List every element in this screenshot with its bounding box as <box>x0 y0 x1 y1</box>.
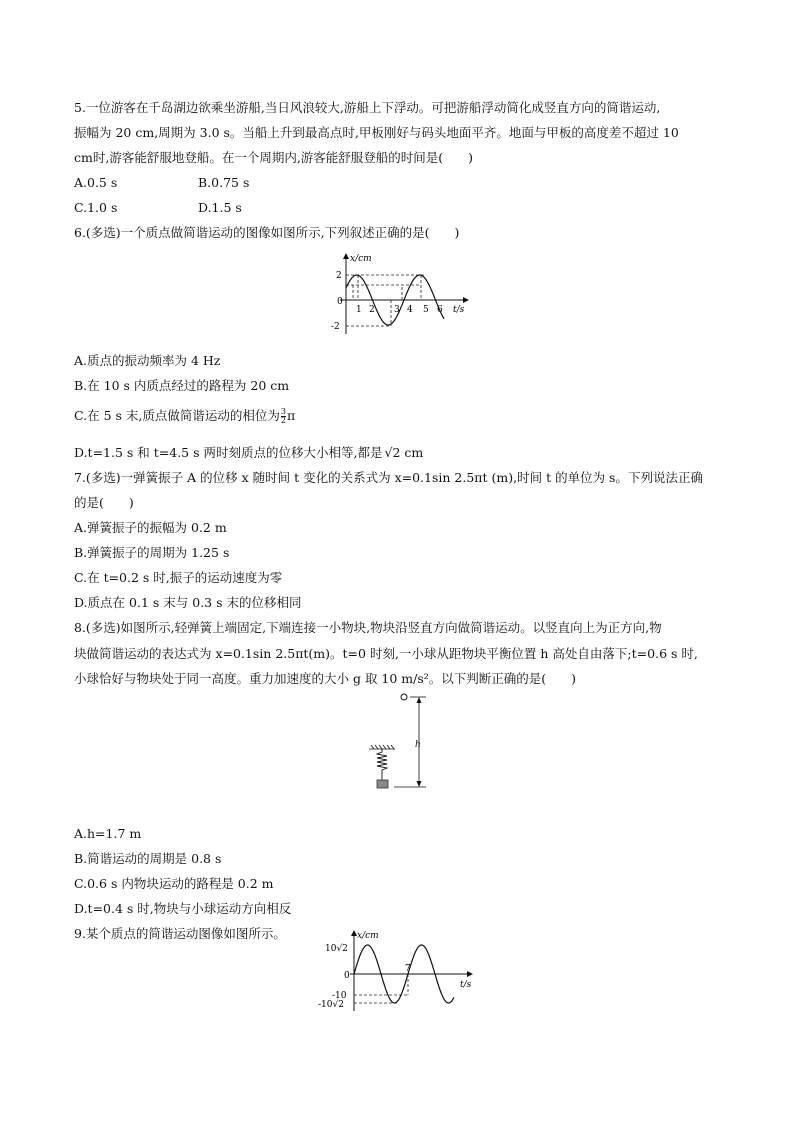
q6-y-tick-0: 0 <box>337 297 343 307</box>
ceiling-support <box>369 745 395 749</box>
q5-line-2: 振幅为 20 cm,周期为 3.0 s。当船上升到最高点时,甲板刚好与码头地面平齐。地面与甲板的高度差不超过 10 <box>74 125 679 140</box>
q9-stem: 9.某个质点的简谐运动图像如图所示。 <box>74 926 286 941</box>
q6-y-axis-label: x/cm <box>350 254 372 264</box>
q6-x-tick-6: 6 <box>437 305 443 315</box>
q7-line-1: 7.(多选)一弹簧振子 A 的位移 x 随时间 t 变化的关系式为 x=0.1sin 2.5πt (m),时间 t 的单位为 s。下列说法正确 <box>74 470 703 485</box>
h-arrowhead-down <box>417 781 422 787</box>
q8-option-a: A.h=1.7 m <box>74 826 142 841</box>
q6-x-tick-2: 2 <box>369 305 375 315</box>
q9-y-tick-10root2: 10√2 <box>325 944 348 954</box>
q6-option-d <box>74 444 423 462</box>
q6-option-d-unit: cm <box>400 445 424 460</box>
h-arrowhead-up <box>417 697 422 703</box>
q6-x-tick-1: 1 <box>356 305 362 315</box>
q6-y-tick-neg2: -2 <box>331 322 340 332</box>
block <box>377 780 388 788</box>
q8-option-c: C.0.6 s 内物块运动的路程是 0.2 m <box>74 876 274 891</box>
q6-fraction-numerator: 3 <box>280 407 286 416</box>
q6-x-tick-4: 4 <box>407 305 413 315</box>
q5-line-1: 5.一位游客在千岛湖边欲乘坐游船,当日风浪较大,游船上下浮动。可把游船浮动简化成竖直方向的简谐运动, <box>74 100 661 115</box>
q8-option-d: D.t=0.4 s 时,物块与小球运动方向相反 <box>74 901 292 916</box>
q9-y-tick-0: 0 <box>344 971 350 981</box>
q6-x-axis-label: t/s <box>453 305 465 315</box>
q6-option-d-text: D.t=1.5 s 和 t=4.5 s 两时刻质点的位移大小相等,都是 <box>74 445 383 460</box>
q7-option-d: D.质点在 0.1 s 末与 0.3 s 末的位移相同 <box>74 595 302 610</box>
q9-x-axis-label: t/s <box>460 980 472 990</box>
q6-option-c-fraction <box>281 408 286 425</box>
q5-option-c: C.1.0 s <box>74 200 118 215</box>
q6-x-tick-5: 5 <box>423 305 429 315</box>
q6-fraction-denominator: 2 <box>280 416 286 425</box>
spring <box>377 749 387 780</box>
q9-y-tick-neg10: -10 <box>332 991 347 1001</box>
q8-line-1: 8.(多选)如图所示,轻弹簧上端固定,下端连接一小物块,物块沿竖直方向做简谐运动。以竖直向上为正方向,物 <box>74 620 662 635</box>
q8-spring-figure <box>364 690 434 792</box>
q6-y-tick-2: 2 <box>336 271 342 281</box>
q6-x-tick-3: 3 <box>394 305 400 315</box>
q6-option-c <box>74 407 295 425</box>
q6-option-d-radical: √2 <box>384 445 401 460</box>
q6-option-a: A.质点的振动频率为 4 Hz <box>74 353 221 368</box>
q5-option-a: A.0.5 s <box>74 175 118 190</box>
q5-option-d: D.1.5 s <box>198 200 242 215</box>
q5-line-3: cm时,游客能舒服地登船。在一个周期内,游客能舒服登船的时间是( ) <box>74 150 474 165</box>
q8-option-b: B.简谐运动的周期是 0.8 s <box>74 851 222 866</box>
q6-stem: 6.(多选)一个质点做简谐运动的图像如图所示,下列叙述正确的是( ) <box>74 225 460 240</box>
q8-line-2: 块做简谐运动的表达式为 x=0.1sin 2.5πt(m)。t=0 时刻,一小球从距物块平衡位置 h 高处自由落下;t=0.6 s 时, <box>74 646 698 661</box>
q9-x-tick-7: 7 <box>405 964 411 974</box>
q9-y-axis-label: x/cm <box>357 931 379 941</box>
falling-ball <box>401 694 407 700</box>
q7-option-b: B.弹簧振子的周期为 1.25 s <box>74 545 230 560</box>
q6-option-b: B.在 10 s 内质点经过的路程为 20 cm <box>74 378 290 393</box>
q6-option-c-text: C.在 5 s 末,质点做简谐运动的相位为 <box>74 408 280 423</box>
q6-graph <box>320 248 480 340</box>
q7-option-a: A.弹簧振子的振幅为 0.2 m <box>74 520 227 535</box>
q7-line-2: 的是( ) <box>74 495 134 510</box>
q9-graph <box>314 927 484 1013</box>
h-label: h <box>415 740 421 750</box>
q7-option-c: C.在 t=0.2 s 时,振子的运动速度为零 <box>74 570 283 585</box>
q9-y-tick-neg10root2: -10√2 <box>318 1000 344 1010</box>
q8-line-3: 小球恰好与物块处于同一高度。重力加速度的大小 g 取 10 m/s²。以下判断正确的是( ) <box>74 671 577 686</box>
q5-option-b: B.0.75 s <box>198 175 250 190</box>
q6-option-c-pi: π <box>286 408 296 423</box>
